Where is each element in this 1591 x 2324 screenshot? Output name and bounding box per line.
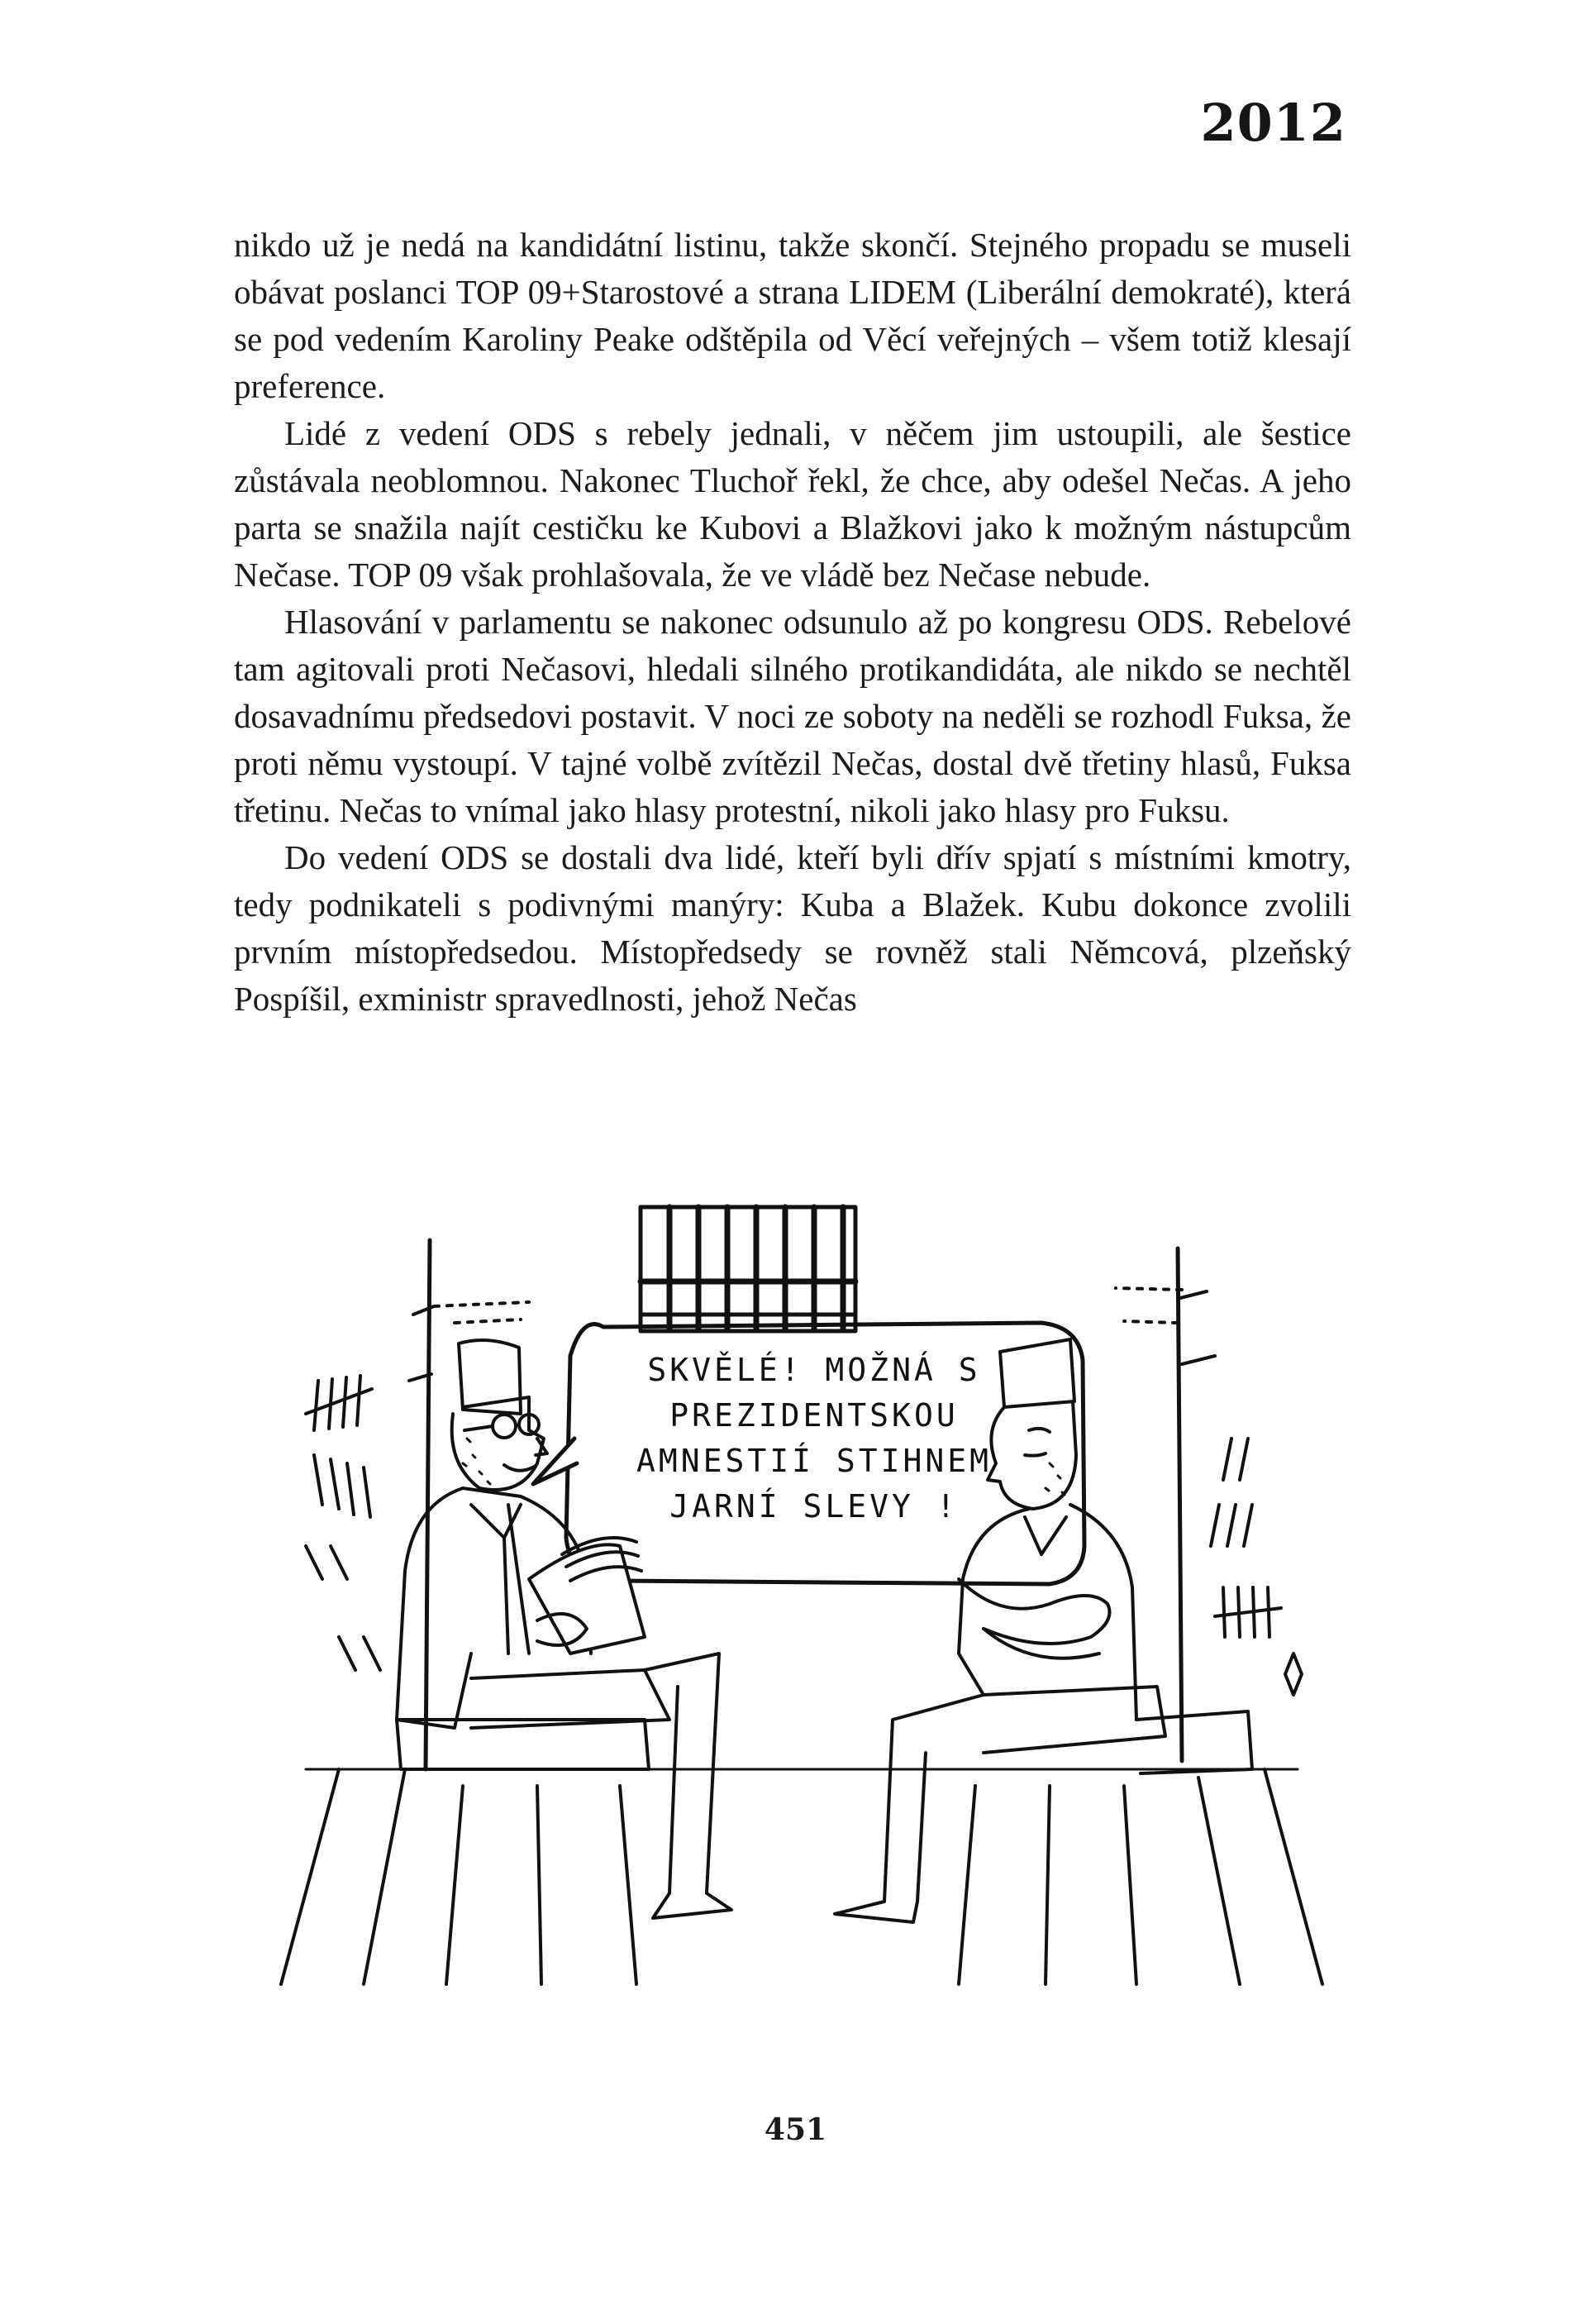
- paragraph-2: Lidé z vedení ODS s rebely jednali, v něčem jim ustoupili, ale šestice zůstávala neoblomnou. Nakonec Tluchoř řekl, že chce, aby odešel Nečas. A jeho parta se snažila najít cestičku ke Kubovi a Blažkovi jako k možným nástupcům Nečase. TOP 09 však prohlašovala, že ve vládě bez Nečase nebude.: [234, 414, 1351, 594]
- body-text: [234, 222, 1351, 1023]
- barred-window: [641, 1207, 855, 1331]
- speech-bubble-text: SKVĚLÉ! MOŽNÁ S PREZIDENTSKOU AMNESTIÍ STIHNEM JARNÍ SLEVY !: [636, 1352, 993, 1525]
- running-head-year: 2012: [1200, 93, 1346, 153]
- page-number: 451: [764, 2112, 827, 2147]
- paragraph-4: Do vedení ODS se dostali dva lidé, kteří byli dřív spjatí s místními kmotry, tedy podnikateli s podivnými manýry: Kuba a Blažek. Kubu dokonce zvolili prvním místopředsedou. Místopředsedy se rovněž stali Němcová, plzeňský Pospíšil, exministr spravedlnosti, jehož Nečas: [234, 838, 1351, 1018]
- prison-cell-cartoon: [256, 1191, 1339, 2001]
- tally-marks-right: [1211, 1439, 1302, 1695]
- paragraph-3: Hlasování v parlamentu se nakonec odsunulo až po kongresu ODS. Rebelové tam agitovali proti Nečasovi, hledali silného protikandidáta, ale nikdo se nechtěl dosavadnímu předsedovi postavit. V noci ze soboty na neděli se rozhodl Fuksa, že proti němu vystoupí. V tajné volbě zvítězil Nečas, dostal dvě třetiny hlasů, Fuksa třetinu. Nečas to vnímal jako hlasy protestní, nikoli jako hlasy pro Fuksu.: [234, 603, 1351, 829]
- tally-marks-left: [306, 1376, 380, 1670]
- paragraph-1: nikdo už je nedá na kandidátní listinu, takže skončí. Stejného propadu se museli obávat poslanci TOP 09+Starostové a strana LIDEM (Liberální demokraté), která se pod vedením Karoliny Peake odštěpila od Věcí veřejných – všem totiž klesají preference.: [234, 226, 1351, 405]
- floor-planks: [281, 1769, 1322, 1984]
- cartoon-drawing: [256, 1191, 1339, 2001]
